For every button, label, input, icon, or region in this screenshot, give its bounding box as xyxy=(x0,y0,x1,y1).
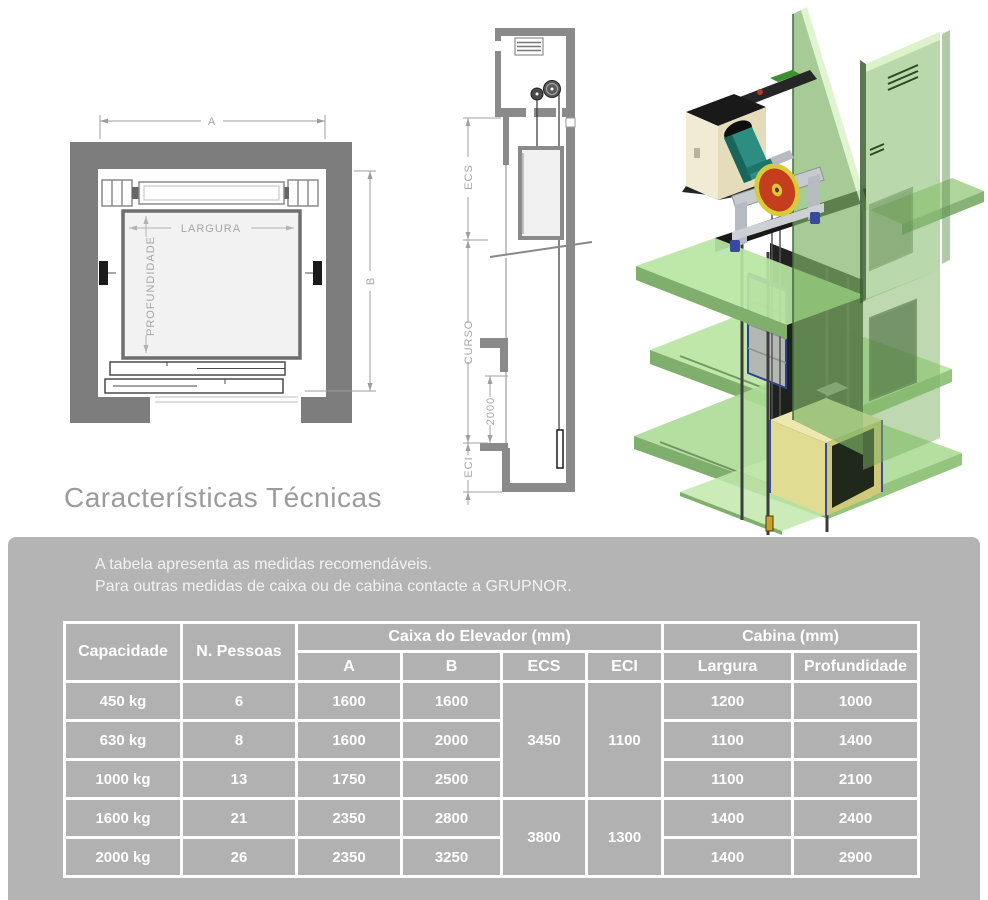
cell-capacity: 1000 kg xyxy=(65,760,182,799)
profundidade-label: PROFUNDIDADE xyxy=(145,235,157,337)
col-header-a: A xyxy=(297,652,402,682)
col-header-persons: N. Pessoas xyxy=(182,623,297,682)
cell-largura: 1100 xyxy=(663,760,793,799)
table-intro-text xyxy=(95,554,572,598)
header-row-groups xyxy=(65,623,919,652)
car-section xyxy=(520,148,562,238)
dim-a-label: A xyxy=(207,116,217,128)
cell-persons: 6 xyxy=(182,682,297,721)
col-group-shaft: Caixa do Elevador (mm) xyxy=(297,623,663,652)
elevator-3d-render xyxy=(620,0,988,535)
col-header-b: B xyxy=(402,652,502,682)
col-header-eci: ECI xyxy=(587,652,663,682)
dim-b-label: B xyxy=(365,276,377,286)
cell-profundidade: 2100 xyxy=(793,760,919,799)
cell-largura: 1200 xyxy=(663,682,793,721)
cell-profundidade: 1400 xyxy=(793,721,919,760)
vent-grille xyxy=(515,38,543,55)
cell-b: 2000 xyxy=(402,721,502,760)
buffer xyxy=(766,516,773,531)
cell-a: 1600 xyxy=(297,721,402,760)
counterweight-plan xyxy=(102,180,318,206)
traction-pulleys xyxy=(531,81,561,101)
door-sills-plan xyxy=(105,362,298,402)
plan-view-diagram xyxy=(55,95,385,445)
cell-ecs: 3450 xyxy=(502,682,587,799)
cell-persons: 13 xyxy=(182,760,297,799)
cell-b: 3250 xyxy=(402,838,502,877)
cell-largura: 1100 xyxy=(663,721,793,760)
cell-capacity: 630 kg xyxy=(65,721,182,760)
cell-persons: 8 xyxy=(182,721,297,760)
table-row xyxy=(65,682,919,721)
specifications-table xyxy=(63,621,920,878)
col-header-capacity: Capacidade xyxy=(65,623,182,682)
page-title: Características Técnicas xyxy=(64,482,383,513)
col-header-profundidade: Profundidade xyxy=(793,652,919,682)
cell-b: 1600 xyxy=(402,682,502,721)
cell-a: 2350 xyxy=(297,838,402,877)
counterweight-section xyxy=(557,430,563,468)
cell-ecs: 3800 xyxy=(502,799,587,877)
curso-label: CURSO xyxy=(463,319,475,365)
landing-lock-box xyxy=(566,118,575,127)
cell-eci: 1100 xyxy=(587,682,663,799)
ecs-label: ECS xyxy=(463,164,475,190)
glass-walls xyxy=(793,7,950,470)
col-header-largura: Largura xyxy=(663,652,793,682)
table-row xyxy=(65,721,919,760)
table-row xyxy=(65,799,919,838)
cell-profundidade: 2400 xyxy=(793,799,919,838)
section-view-diagram xyxy=(440,5,615,510)
cell-capacity: 450 kg xyxy=(65,682,182,721)
eci-label: ECI xyxy=(463,456,475,478)
cell-a: 2350 xyxy=(297,799,402,838)
cell-a: 1600 xyxy=(297,682,402,721)
cell-profundidade: 1000 xyxy=(793,682,919,721)
cell-capacity: 2000 kg xyxy=(65,838,182,877)
floor-height-label: 2000 xyxy=(485,396,497,426)
table-row xyxy=(65,760,919,799)
col-header-ecs: ECS xyxy=(502,652,587,682)
intro-line-1: A tabela apresenta as medidas recomendáveis. xyxy=(95,556,433,573)
ropes xyxy=(537,91,559,430)
cell-profundidade: 2900 xyxy=(793,838,919,877)
cell-eci: 1300 xyxy=(587,799,663,877)
cell-b: 2500 xyxy=(402,760,502,799)
intro-line-2: Para outras medidas de caixa ou de cabina contacte a GRUPNOR. xyxy=(95,578,572,595)
col-group-cabin: Cabina (mm) xyxy=(663,623,919,652)
cell-b: 2800 xyxy=(402,799,502,838)
wall-notch xyxy=(495,41,501,51)
cell-persons: 21 xyxy=(182,799,297,838)
largura-label: LARGURA xyxy=(180,223,242,235)
cell-a: 1750 xyxy=(297,760,402,799)
table-row xyxy=(65,838,919,877)
cell-persons: 26 xyxy=(182,838,297,877)
cell-capacity: 1600 kg xyxy=(65,799,182,838)
cell-largura: 1400 xyxy=(663,799,793,838)
cell-largura: 1400 xyxy=(663,838,793,877)
